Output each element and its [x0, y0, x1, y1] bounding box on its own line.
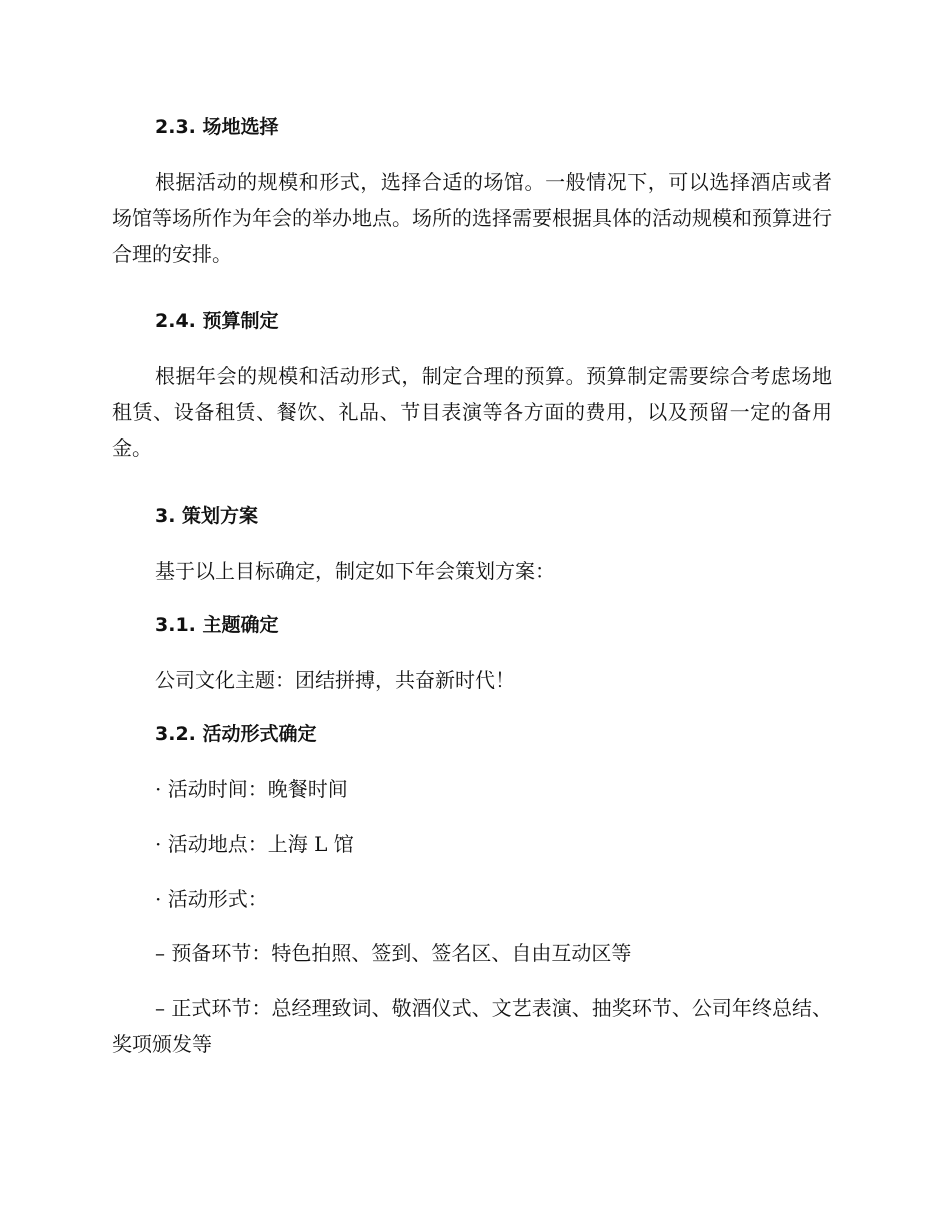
- section-body-3: 基于以上目标确定，制定如下年会策划方案：: [155, 559, 555, 583]
- list-item-preparation: – 预备环节：特色拍照、签到、签名区、自由互动区等: [155, 941, 632, 965]
- section-heading-2-3: 2.3. 场地选择: [155, 116, 279, 138]
- list-item-time: · 活动时间：晚餐时间: [155, 777, 348, 801]
- section-heading-2-4: 2.4. 预算制定: [155, 310, 279, 332]
- section-body-2-4: 根据年会的规模和活动形式，制定合理的预算。预算制定需要综合考虑场地租赁、设备租赁、餐饮、礼品、节目表演等各方面的费用，以及预留一定的备用金。: [112, 364, 832, 460]
- section-heading-3-2: 3.2. 活动形式确定: [155, 723, 317, 745]
- section-body-2-3: 根据活动的规模和形式，选择合适的场馆。一般情况下，可以选择酒店或者场馆等场所作为年会的举办地点。场所的选择需要根据具体的活动规模和预算进行合理的安排。: [112, 170, 832, 266]
- list-item-formal: – 正式环节：总经理致词、敬酒仪式、文艺表演、抽奖环节、公司年终总结、奖项颁发等: [112, 996, 832, 1056]
- section-body-3-1: 公司文化主题：团结拼搏，共奋新时代！: [155, 668, 515, 692]
- list-item-format: · 活动形式：: [155, 887, 268, 911]
- section-heading-3-1: 3.1. 主题确定: [155, 614, 279, 636]
- section-heading-3: 3. 策划方案: [155, 505, 259, 527]
- list-item-location: · 活动地点：上海 L 馆: [155, 832, 354, 856]
